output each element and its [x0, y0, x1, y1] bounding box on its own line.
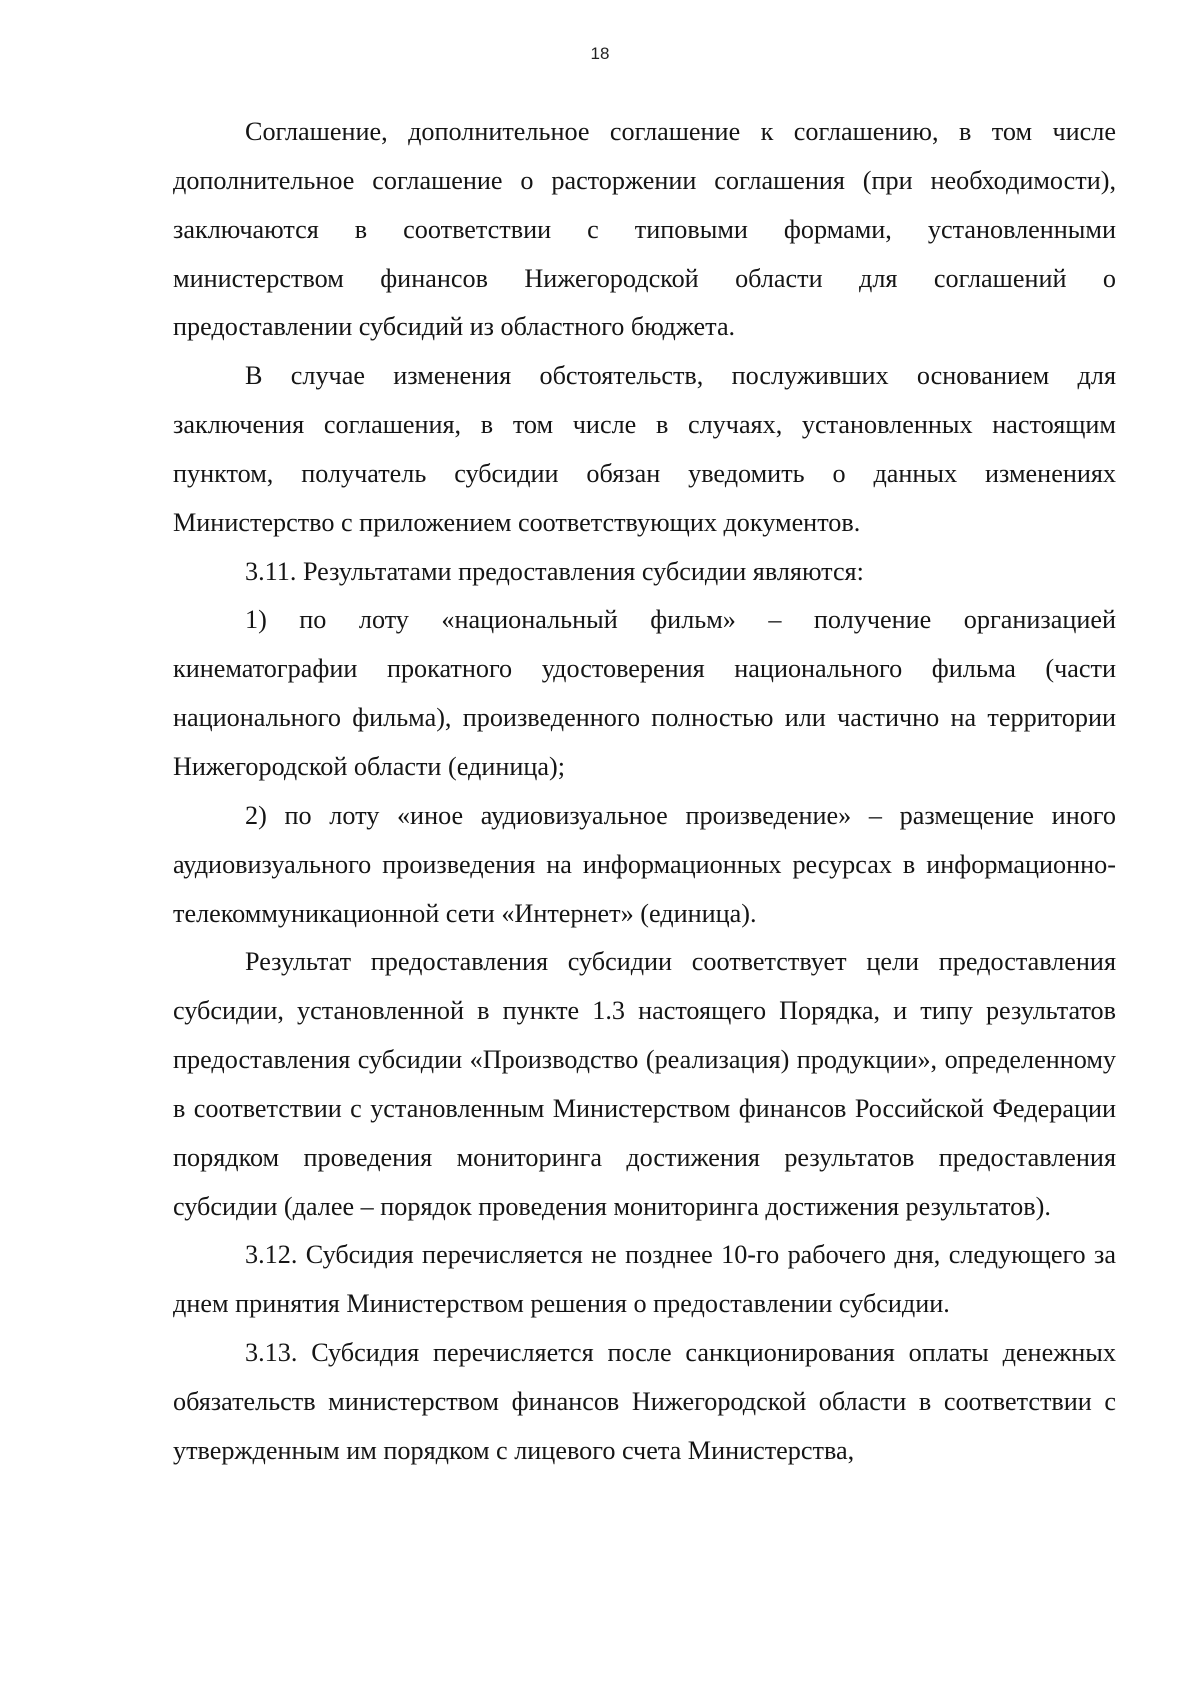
paragraph-lot-audiovisual-work: 2) по лоту «иное аудиовизуальное произведение» – размещение иного аудиовизуального произведения на информационных ресурсах в информационно-телекоммуникационной сети «Интернет» (единица).: [173, 800, 1116, 928]
page-number: 18: [590, 44, 610, 63]
paragraph-result-correspondence: Результат предоставления субсидии соответствует цели предоставления субсидии, установленной в пункте 1.3 настоящего Порядка, и типу результатов предоставления субсидии «Производство (реализация) продукции», определенному в соответствии с установленным Министерством финансов Российской Федерации порядком проведения мониторинга достижения результатов предоставления субсидии (далее – порядок проведения мониторинга достижения результатов).: [173, 947, 1116, 1221]
paragraph-lot-national-film: 1) по лоту «национальный фильм» – получение организацией кинематографии прокатного удостоверения национального фильма (части национального фильма), произведенного полностью или частично на территории Нижегородской области (единица);: [173, 605, 1116, 781]
document-body: [173, 108, 1116, 1476]
paragraph-3-12-transfer-deadline: 3.12. Субсидия перечисляется не позднее 10-го рабочего дня, следующего за днем принятия Министерством решения о предоставлении субсидии.: [173, 1240, 1116, 1319]
paragraph-3-13-transfer-authorization: 3.13. Субсидия перечисляется после санкционирования оплаты денежных обязательств министерством финансов Нижегородской области в соответствии с утвержденным им порядком с лицевого счета Министерства,: [173, 1338, 1116, 1465]
paragraph-circumstances-change: В случае изменения обстоятельств, послуживших основанием для заключения соглашения, в том числе в случаях, установленных настоящим пунктом, получатель субсидии обязан уведомить о данных изменениях Министерство с приложением соответствующих документов.: [173, 361, 1116, 537]
paragraph-3-11-results: 3.11. Результатами предоставления субсидии являются:: [245, 556, 864, 586]
paragraph-agreement-forms: Соглашение, дополнительное соглашение к соглашению, в том числе дополнительное соглашение о расторжении соглашения (при необходимости), заключаются в соответствии с типовыми формами, установленными министерством финансов Нижегородской области для соглашений о предоставлении субсидий из областного бюджета.: [173, 117, 1116, 342]
